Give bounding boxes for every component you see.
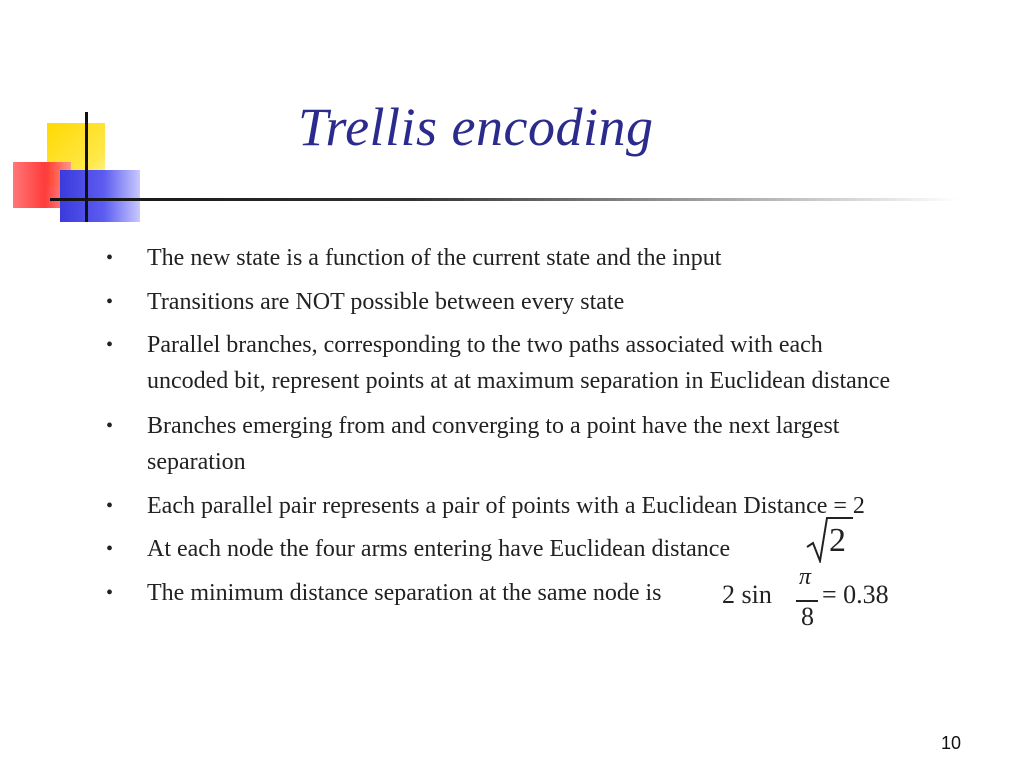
- fraction-denominator: 8: [801, 602, 814, 631]
- bullet-text: At each node the four arms entering have Euclidean distance: [147, 536, 731, 562]
- fraction-numerator: π: [799, 564, 812, 590]
- bullet-marker: •: [106, 415, 114, 437]
- bullet-marker: •: [106, 334, 114, 356]
- page-number: 10: [941, 733, 962, 753]
- bullet-text: Parallel branches, corresponding to the two paths associated with each: [147, 332, 823, 358]
- bullet-marker: •: [106, 495, 114, 517]
- bullet-text: The new state is a function of the current state and the input: [147, 245, 722, 271]
- title-underline: [50, 198, 960, 201]
- sqrt-two-equation: [805, 515, 855, 563]
- slide-title: Trellis encoding: [298, 97, 654, 157]
- bullet-marker: •: [106, 582, 114, 604]
- bullet-text: Transitions are NOT possible between every state: [147, 289, 625, 315]
- bullet-marker: •: [106, 291, 114, 313]
- decor-vertical-line: [85, 112, 88, 222]
- equation-result: = 0.38: [822, 580, 889, 609]
- sqrt-radicand: 2: [829, 522, 846, 559]
- bullet-text: The minimum distance separation at the same node is: [147, 580, 662, 606]
- bullet-text: Each parallel pair represents a pair of points with a Euclidean Distance = 2: [147, 493, 865, 519]
- min-distance-equation: [722, 564, 902, 634]
- bullet-marker: •: [106, 538, 114, 560]
- bullet-text: Branches emerging from and converging to a point have the next largest: [147, 413, 840, 439]
- bullet-marker: •: [106, 247, 114, 269]
- bullet-text: uncoded bit, represent points at at maximum separation in Euclidean distance: [147, 368, 891, 394]
- equation-lead: 2 sin: [722, 580, 772, 609]
- bullet-text: separation: [147, 449, 246, 475]
- decor-blue-square: [60, 170, 140, 222]
